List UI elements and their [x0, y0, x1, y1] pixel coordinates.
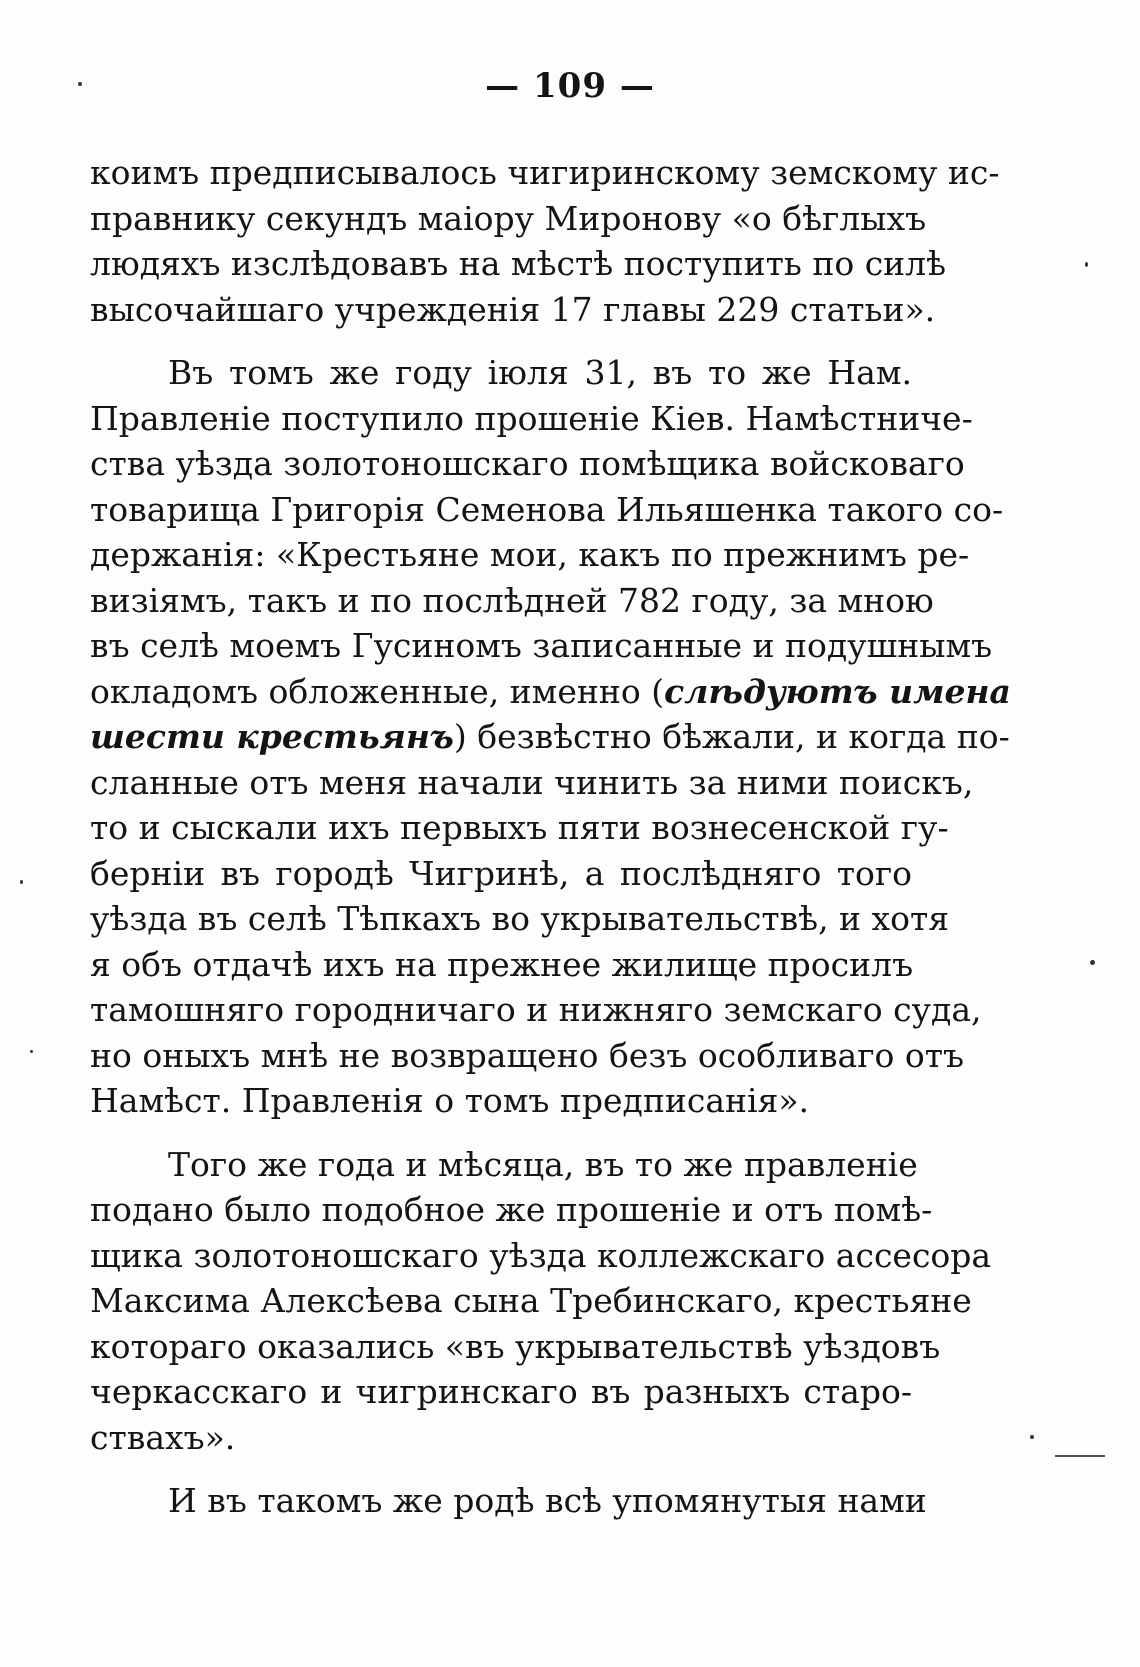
text-line: Въ томъ же году іюля 31, въ то же Нам.: [168, 353, 912, 392]
text-line: уѣзда въ селѣ Тѣпкахъ во укрывательствѣ, и хотя: [90, 899, 950, 938]
text-line: сланные отъ меня начали чинить за ними поискъ,: [90, 762, 974, 802]
text-line: окладомъ обложенные, именно (слѣдуютъ имена: [90, 671, 1011, 711]
page-number: — 109 —: [485, 66, 655, 106]
scan-edge-mark: [1055, 1455, 1105, 1457]
text-line: товарища Григорія Семенова Ильяшенка такого со-: [90, 489, 1004, 529]
scan-speck: [20, 880, 23, 884]
text-line: высочайшаго учрежденія 17 главы 229 статьи».: [90, 289, 936, 329]
text-line: ства уѣзда золотоношскаго помѣщика войсковаго: [90, 444, 965, 483]
text-line: подано было подобное же прошеніе и отъ помѣ-: [90, 1190, 933, 1229]
text-line: шести крестьянъ) безвѣстно бѣжали, и когда по-: [90, 717, 1010, 756]
text-line: котораго оказались «въ укрывательствѣ уѣздовъ: [90, 1326, 941, 1366]
text-line: то и сыскали ихъ первыхъ пяти вознесенской гу-: [90, 808, 949, 847]
text-line: визіямъ, такъ и по послѣдней 782 году, за мною: [90, 580, 934, 620]
text-line: тамошняго городничаго и нижняго земскаго суда,: [90, 990, 982, 1029]
text-line: черкасскаго и чигринскаго въ разныхъ старо-: [90, 1372, 912, 1411]
text-line: Правленіе поступило прошеніе Кіев. Намѣстниче-: [90, 398, 973, 438]
text-line: но оныхъ мнѣ не возвращено безъ особливаго отъ: [90, 1035, 964, 1075]
body-text: [90, 150, 1011, 1524]
paragraph-2: [90, 350, 1011, 1124]
text-line: правнику секундъ маіору Миронову «о бѣглыхъ: [90, 198, 927, 238]
text-line: коимъ предписывалось чигиринскому земскому ис-: [90, 153, 1000, 192]
scan-speck: [1085, 262, 1088, 267]
text-line: И въ такомъ же родѣ всѣ упомянутыя нами: [168, 1481, 927, 1520]
text-line: берніи въ городѣ Чигринѣ, а послѣдняго того: [90, 853, 912, 893]
scan-speck: [1030, 1435, 1034, 1439]
text-line: щика золотоношскаго уѣзда коллежскаго ассесора: [90, 1235, 992, 1275]
text-line: ствахъ».: [90, 1417, 236, 1457]
paragraph-1: [90, 150, 1000, 332]
scan-speck: [30, 1050, 33, 1053]
italic-phrase: слѣдуютъ имена: [664, 671, 1011, 711]
italic-phrase: шести крестьянъ: [90, 717, 454, 756]
paragraph-3: [90, 1142, 992, 1461]
text-line: Намѣст. Правленія о томъ предписанія».: [90, 1081, 810, 1120]
text-line: въ селѣ моемъ Гусиномъ записанные и подушнымъ: [90, 626, 993, 665]
text-line: я объ отдачѣ ихъ на прежнее жилище просилъ: [90, 944, 914, 984]
paragraph-4: [90, 1478, 927, 1524]
text-line: людяхъ изслѣдовавъ на мѣстѣ поступить по силѣ: [90, 244, 947, 283]
text-line: держанія: «Крестьяне мои, какъ по прежнимъ ре-: [90, 535, 970, 574]
text-line: Максима Алексѣева сына Требинскаго, крестьяне: [90, 1281, 972, 1320]
scan-speck: [78, 82, 82, 86]
scan-speck: [1090, 960, 1095, 965]
text-line: Того же года и мѣсяца, въ то же правленіе: [168, 1144, 918, 1184]
